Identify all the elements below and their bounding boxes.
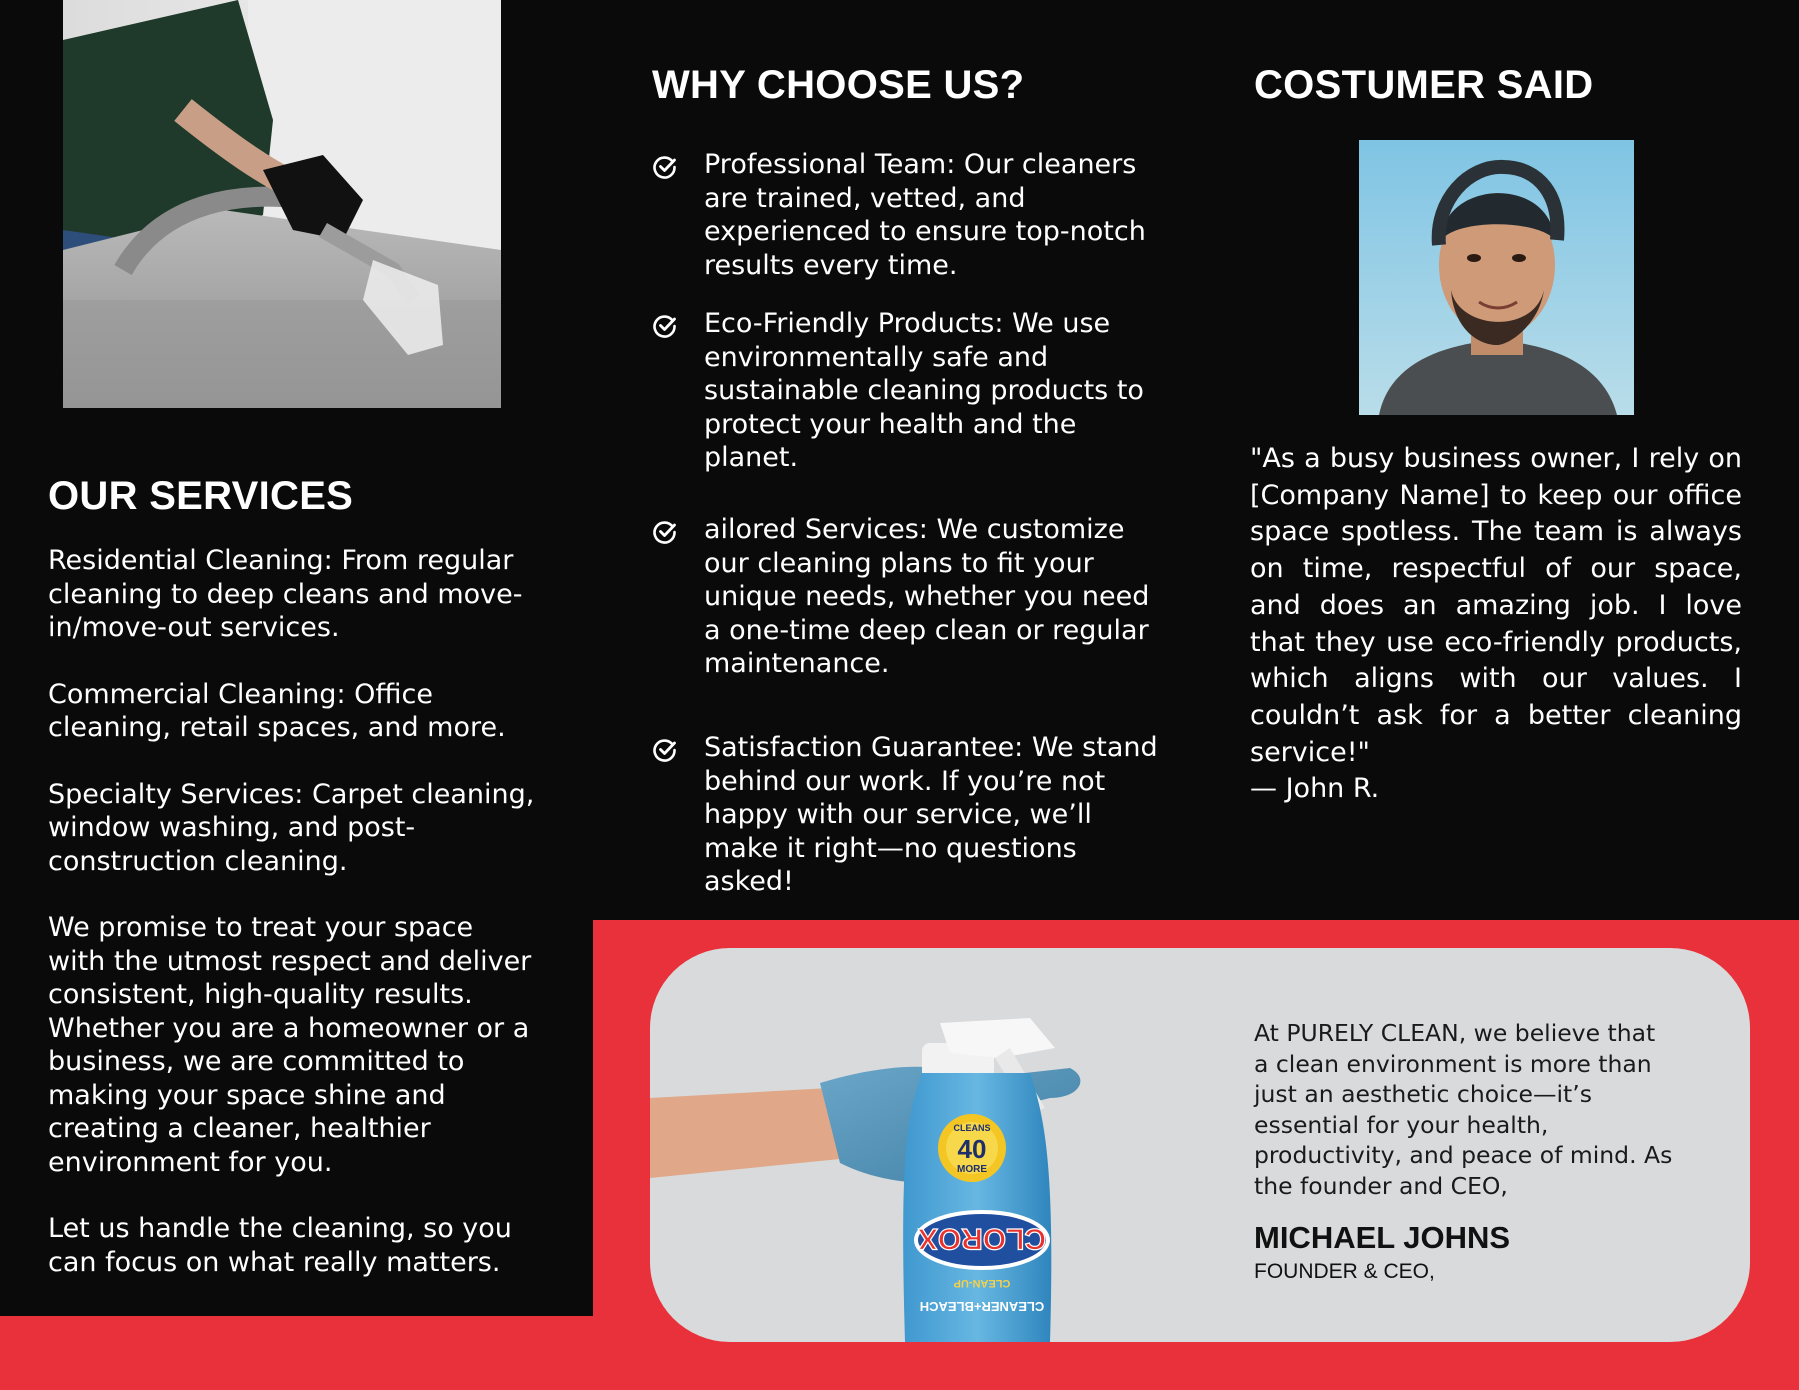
why-item-text: Professional Team: Our cleaners are trained, vetted, and experienced to ensure top-notch results every time. — [704, 149, 1146, 281]
carpet-cleaning-photo — [63, 0, 501, 408]
testimonial-author: — John R. — [1250, 773, 1380, 804]
bottle-brand: CLOROX — [917, 1222, 1047, 1255]
testimonial-heading: COSTUMER SAID — [1254, 63, 1594, 107]
customer-portrait-photo — [1359, 140, 1634, 415]
bottle-badge-line1: CLEANS — [953, 1123, 991, 1133]
service-specialty: Specialty Services: Carpet cleaning, window washing, and post-construction cleaning. — [48, 778, 535, 877]
check-circle-icon — [652, 154, 678, 180]
bottle-badge-number: 40 — [957, 1134, 987, 1164]
check-circle-icon — [652, 519, 678, 545]
bottle-label-line2: CLEANER+BLEACH — [919, 1299, 1045, 1314]
service-residential: Residential Cleaning: From regular cleaning to deep cleans and move-in/move-out services. — [48, 545, 523, 643]
testimonial-quote: "As a busy business owner, I rely on [Company Name] to keep our office space spotless. The team is always on time, respectful of our space, and does an amazing job. I love that they use eco-friendly products, which aligns with our values. I couldn’t ask for a better cleaning service!" — [1250, 443, 1742, 768]
services-closing: Let us handle the cleaning, so you can focus on what really matters. — [48, 1213, 512, 1278]
check-circle-icon — [652, 313, 678, 339]
services-list — [48, 544, 538, 1312]
founder-statement: At PURELY CLEAN, we believe that a clean environment is more than just an aesthetic choice—it’s essential for your health, productivity, and peace of mind. As the founder and CEO, — [1254, 1019, 1673, 1200]
founder-name: MICHAEL JOHNS — [1254, 1220, 1511, 1255]
spray-bottle-photo — [650, 948, 1170, 1342]
services-heading: OUR SERVICES — [48, 474, 354, 518]
founder-card — [650, 948, 1750, 1342]
check-circle-icon — [652, 737, 678, 763]
why-item-text: Eco-Friendly Products: We use environmentally safe and sustainable cleaning products to protect your health and the planet. — [704, 308, 1144, 473]
service-commercial: Commercial Cleaning: Office cleaning, retail spaces, and more. — [48, 678, 506, 743]
bottle-badge-line2: MORE — [957, 1164, 987, 1175]
founder-role: FOUNDER & CEO, — [1254, 1260, 1435, 1283]
services-promise: We promise to treat your space with the utmost respect and deliver consistent, high-quality results. Whether you are a homeowner or a business, we are committed to making your space shine and creating a cleaner, healthier environment for you. — [48, 912, 532, 1178]
bottle-label-line1: CLEAN-UP — [953, 1277, 1011, 1289]
why-item-text: Satisfaction Guarantee: We stand behind our work. If you’re not happy with our service, we’ll make it right—no questions asked! — [704, 732, 1158, 897]
why-item-text: ailored Services: We customize our cleaning plans to fit your unique needs, whether you need a one-time deep clean or regular maintenance. — [704, 514, 1150, 679]
why-heading: WHY CHOOSE US? — [652, 63, 1025, 107]
